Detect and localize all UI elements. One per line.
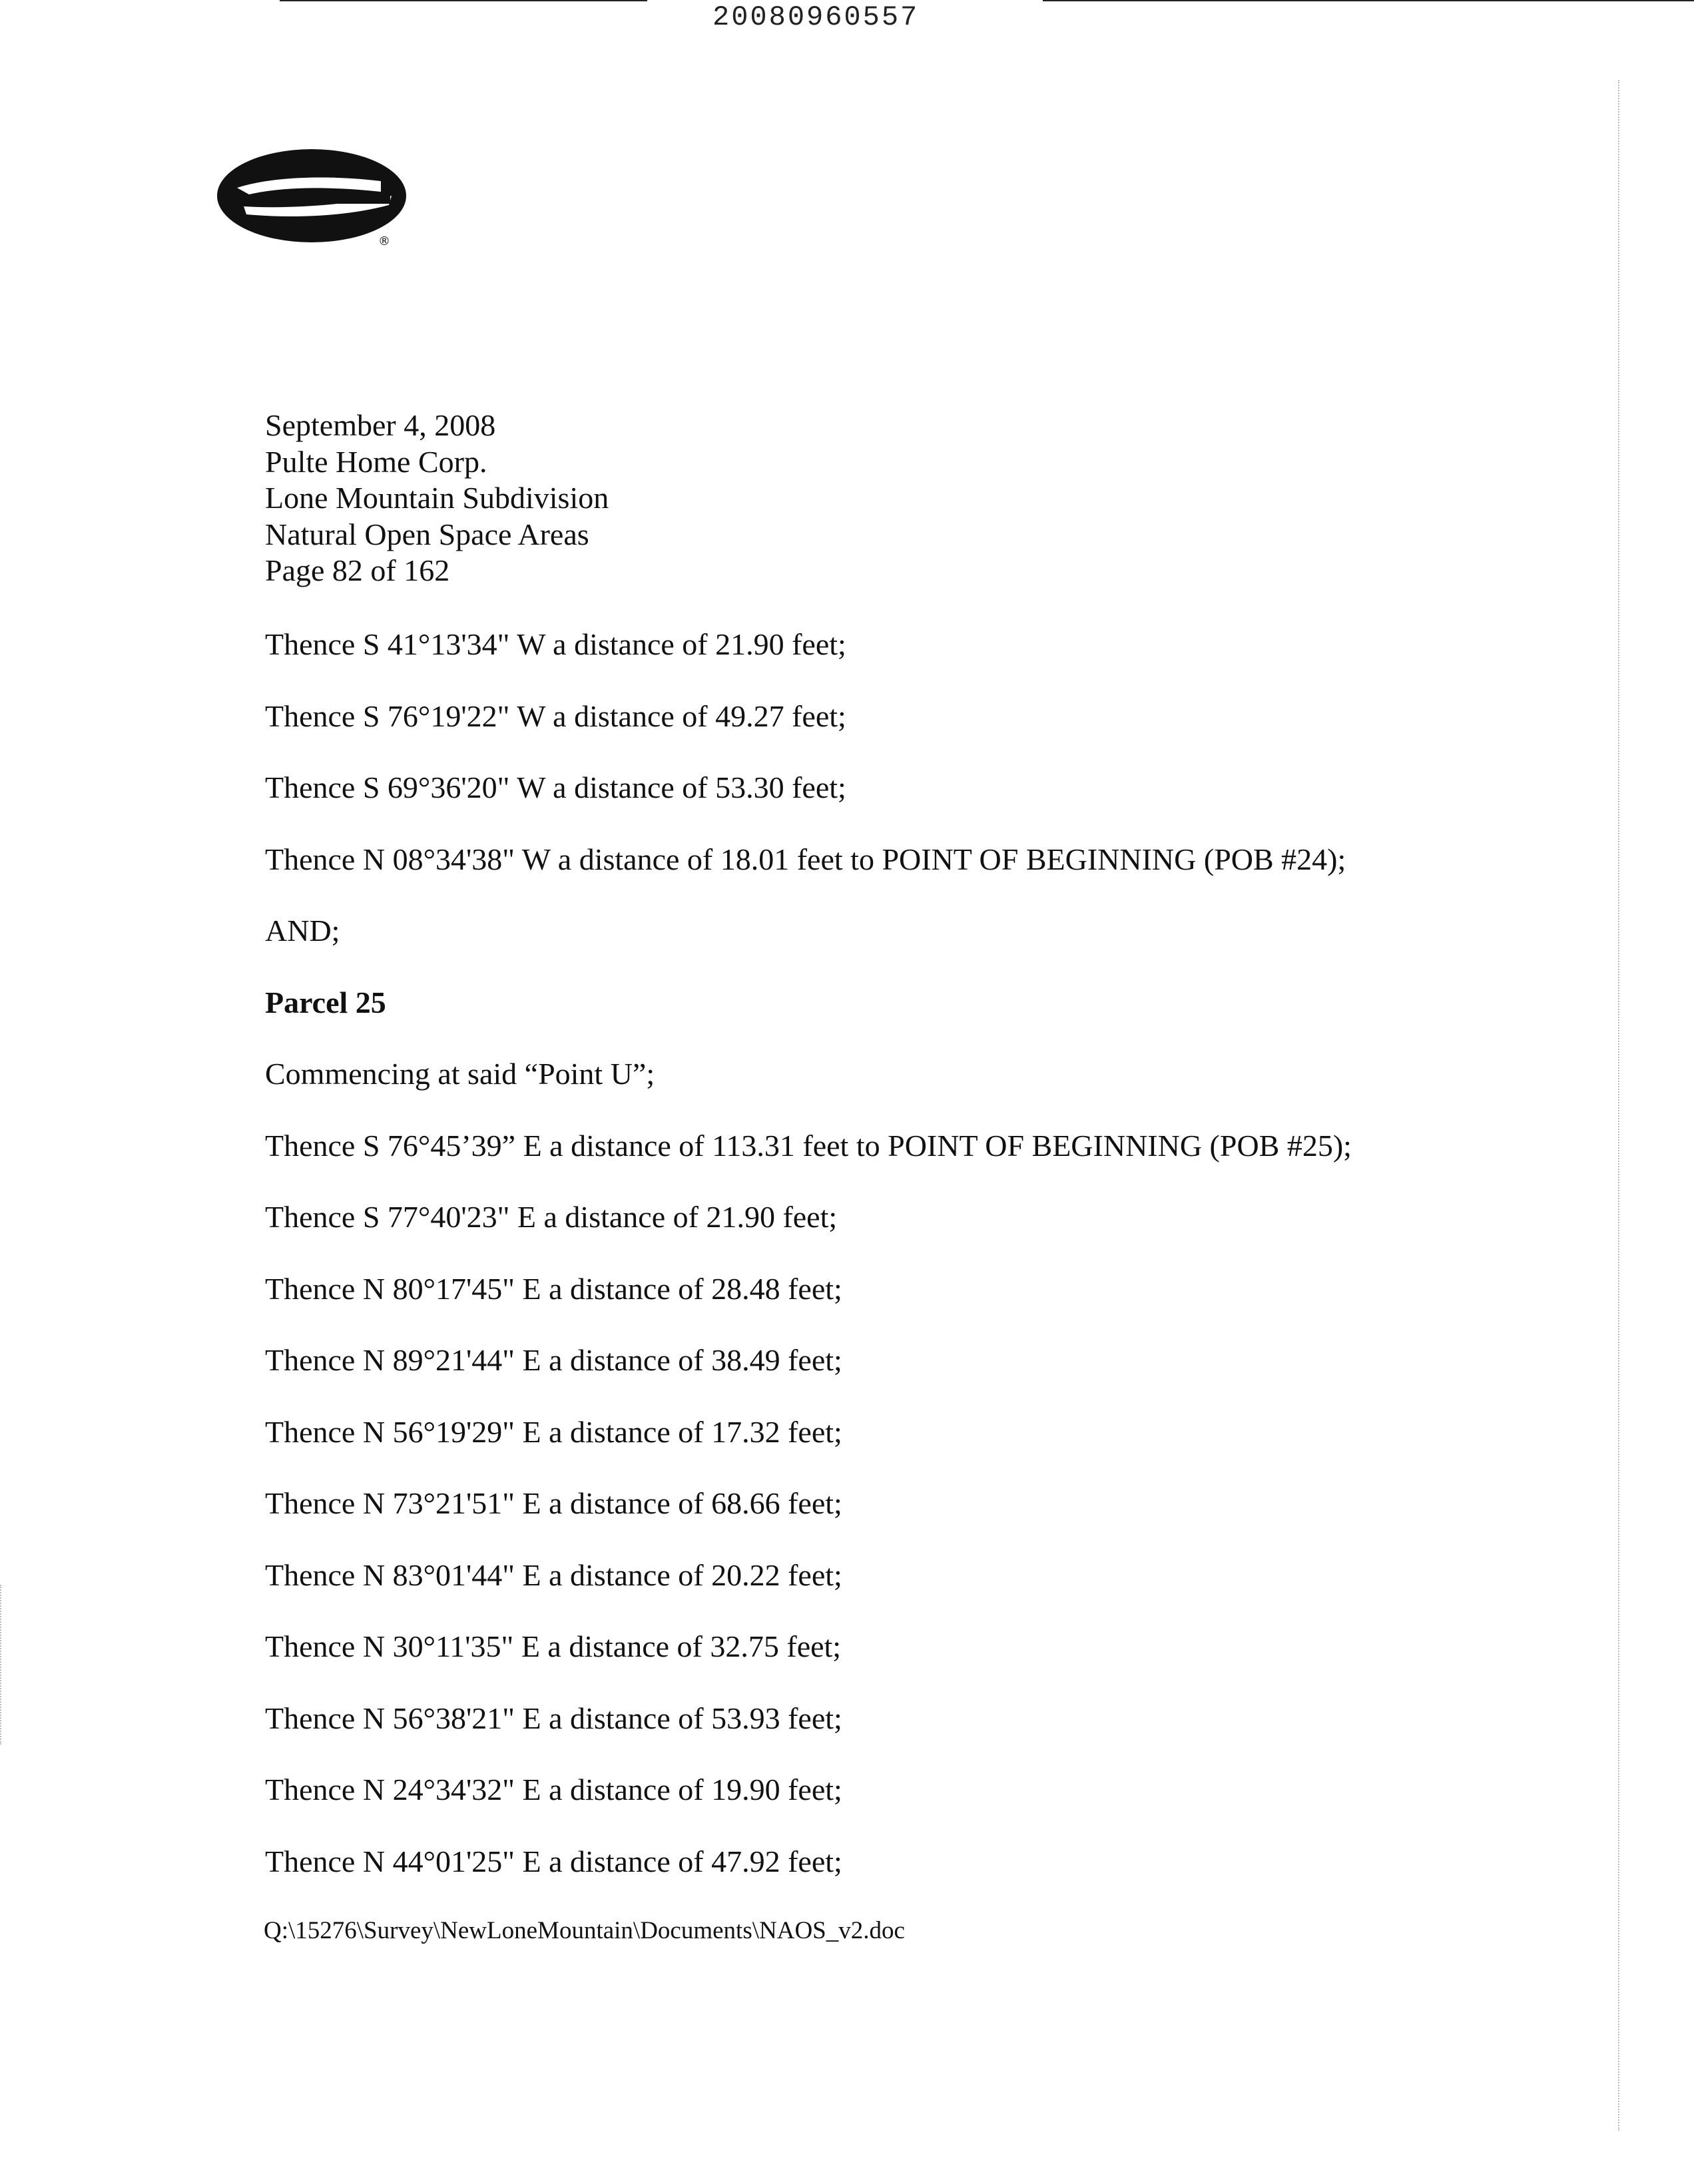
paragraph: Commencing at said “Point U”; xyxy=(265,1057,655,1091)
paragraph: AND; xyxy=(265,914,340,948)
paragraph: Thence S 69°36'20" W a distance of 53.30 feet; xyxy=(265,770,846,804)
scan-top-line-left xyxy=(280,0,647,1)
paragraph: Thence N 24°34'32" E a distance of 19.90 feet; xyxy=(265,1773,842,1806)
company-s-logo-icon xyxy=(217,148,417,256)
paragraph: Thence N 83°01'44" E a distance of 20.22 feet; xyxy=(265,1557,842,1592)
paragraph: Thence N 44°01'25" E a distance of 47.92 feet; xyxy=(265,1844,842,1878)
paragraph: Thence N 56°38'21" E a distance of 53.93 feet; xyxy=(265,1701,842,1735)
paragraph: Thence S 76°19'22" W a distance of 49.27 feet; xyxy=(265,698,846,733)
paragraph: Thence N 08°34'38" W a distance of 18.01 feet to POINT OF BEGINNING (POB #24); xyxy=(265,842,1346,876)
paragraph: Thence S 41°13'34" W a distance of 21.90 feet; xyxy=(265,627,846,661)
header-date: September 4, 2008 xyxy=(265,408,496,442)
paragraph: Thence S 77°40'23" E a distance of 21.90 feet; xyxy=(265,1200,838,1234)
document-number: 20080960557 xyxy=(712,1,920,33)
paragraph: Thence N 89°21'44" E a distance of 38.49 feet; xyxy=(265,1343,842,1377)
paragraph: Thence N 30°11'35" E a distance of 32.75 feet; xyxy=(265,1629,842,1663)
scan-left-edge xyxy=(0,1585,3,1745)
paragraph: Thence N 56°19'29" E a distance of 17.32 feet; xyxy=(265,1414,842,1449)
footer-file-path: Q:\15276\Survey\NewLoneMountain\Documents\NAOS_v2.doc xyxy=(264,1917,905,1944)
header-subdivision: Lone Mountain Subdivision xyxy=(265,481,609,515)
header-company: Pulte Home Corp. xyxy=(265,444,487,479)
paragraph: Thence S 76°45’39” E a distance of 113.31 feet to POINT OF BEGINNING (POB #25); xyxy=(265,1128,1352,1163)
parcel-heading: Parcel 25 xyxy=(265,985,386,1019)
header-page: Page 82 of 162 xyxy=(265,553,450,587)
paragraph: Thence N 80°17'45" E a distance of 28.48 feet; xyxy=(265,1271,842,1306)
scan-right-edge xyxy=(1618,80,1621,2131)
header-areas: Natural Open Space Areas xyxy=(265,517,589,551)
letter-header xyxy=(265,408,609,589)
legal-description-body xyxy=(265,626,1352,1914)
paragraph: Thence N 73°21'51" E a distance of 68.66 feet; xyxy=(265,1486,842,1520)
registered-mark: ® xyxy=(378,234,390,248)
scan-top-line-right xyxy=(1043,0,1694,1)
